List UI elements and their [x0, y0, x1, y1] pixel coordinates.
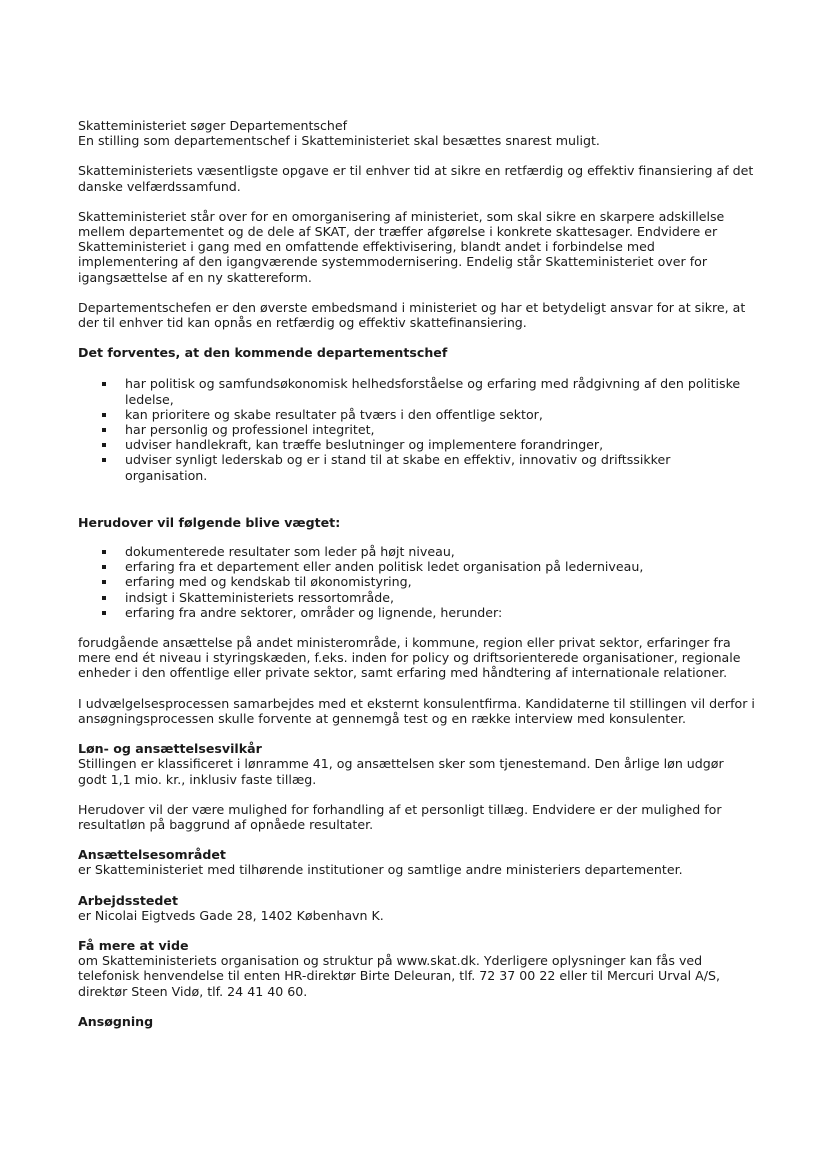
list-item: kan prioritere og skabe resultater på tværs i den offentlige sektor, [78, 407, 756, 422]
paragraph-mission: Skatteministeriets væsentligste opgave er til enhver tid at sikre en retfærdig og effektiv finansiering af det danske velfærdssamfund. [78, 163, 754, 194]
list-item: erfaring med og kendskab til økonomistyring, [78, 574, 756, 589]
paragraph-responsibility: Departementschefen er den øverste embedsmand i ministeriet og har et betydeligt ansvar for at sikre, at der til enhver tid kan opnås en retfærdig og effektiv skattefinansiering. [78, 299, 746, 331]
area-text: er Skatteministeriet med tilhørende institutioner og samtlige andre ministeriers departementer. [78, 862, 683, 878]
paragraph-reorganisation: Skatteministeriet står over for en omorganisering af ministeriet, som skal sikre en skarpere adskillelse mellem departementet og de dele af SKAT, der træffer afgørelse i konkrete skattesager. Endvidere er Skatteministeriet i gang med en omfattende effektivisering, blandt andet i forbindelse med implementering af den igangværende systemmodernisering. Endelig står Skatteministeriet over for igangsættelse af en ny skattereform. [78, 208, 725, 285]
intro-line: En stilling som departementschef i Skatteministeriet skal besættes snarest muligt. [78, 133, 600, 149]
intro-title: Skatteministeriet søger Departementschef [78, 118, 348, 133]
list-item: erfaring fra et departement eller anden politisk ledet organisation på lederniveau, [78, 559, 756, 574]
list-item: udviser synligt lederskab og er i stand til at skabe en effektiv, innovativ og driftssikker organisation. [78, 452, 756, 482]
document-body [78, 118, 756, 1029]
weighted-heading: Herudover vil følgende blive vægtet: [78, 514, 341, 530]
more-heading: Få mere at vide [78, 937, 189, 953]
salary-text-2: Herudover vil der være mulighed for forhandling af et personligt tillæg. Endvidere er der mulighed for resultatløn på baggrund af opnåede resultater. [78, 801, 722, 832]
list-item: har politisk og samfundsøkonomisk helhedsforståelse og erfaring med rådgivning af den politiske ledelse, [78, 376, 756, 406]
list-item: dokumenterede resultater som leder på højt niveau, [78, 544, 756, 559]
paragraph-process: I udvælgelsesprocessen samarbejdes med et eksternt konsulentfirma. Kandidaterne til stillingen vil derfor i ansøgningsprocessen skulle forvente at gennemgå test og en række interview med konsulenter. [78, 695, 755, 726]
weighted-followup: forudgående ansættelse på andet ministerområde, i kommune, region eller privat sektor, erfaringer fra mere end ét niveau i styringskæden, f.eks. inden for policy og driftsorienterede organisationer, regionale enheder i den offentlige eller private sektor, samt erfaring med håndtering af internationale relationer. [78, 635, 741, 681]
salary-heading: Løn- og ansættelsesvilkår [78, 741, 262, 757]
expectations-heading: Det forventes, at den kommende departementschef [78, 345, 448, 361]
application-heading: Ansøgning [78, 1013, 154, 1029]
list-item: erfaring fra andre sektorer, områder og lignende, herunder: [78, 605, 756, 620]
list-item: har personlig og professionel integritet, [78, 422, 756, 437]
area-heading: Ansættelsesområdet [78, 847, 226, 863]
salary-text: Stillingen er klassificeret i lønramme 41, og ansættelsen sker som tjenestemand. Den årlige løn udgør godt 1,1 mio. kr., inklusiv faste tillæg. [78, 756, 724, 787]
expectations-list [78, 376, 756, 482]
workplace-text: er Nicolai Eigtveds Gade 28, 1402 København K. [78, 907, 384, 923]
list-item: indsigt i Skatteministeriets ressortområde, [78, 590, 756, 605]
workplace-heading: Arbejdsstedet [78, 892, 178, 908]
list-item: udviser handlekraft, kan træffe beslutninger og implementere forandringer, [78, 437, 756, 452]
weighted-list [78, 544, 756, 620]
more-text: om Skatteministeriets organisation og struktur på www.skat.dk. Yderligere oplysninger kan fås ved telefonisk henvendelse til enten HR-direktør Birte Deleuran, tlf. 72 37 00 22 eller til Mercuri Urval A/S, direktør Steen Vidø, tlf. 24 41 40 60. [78, 953, 720, 999]
